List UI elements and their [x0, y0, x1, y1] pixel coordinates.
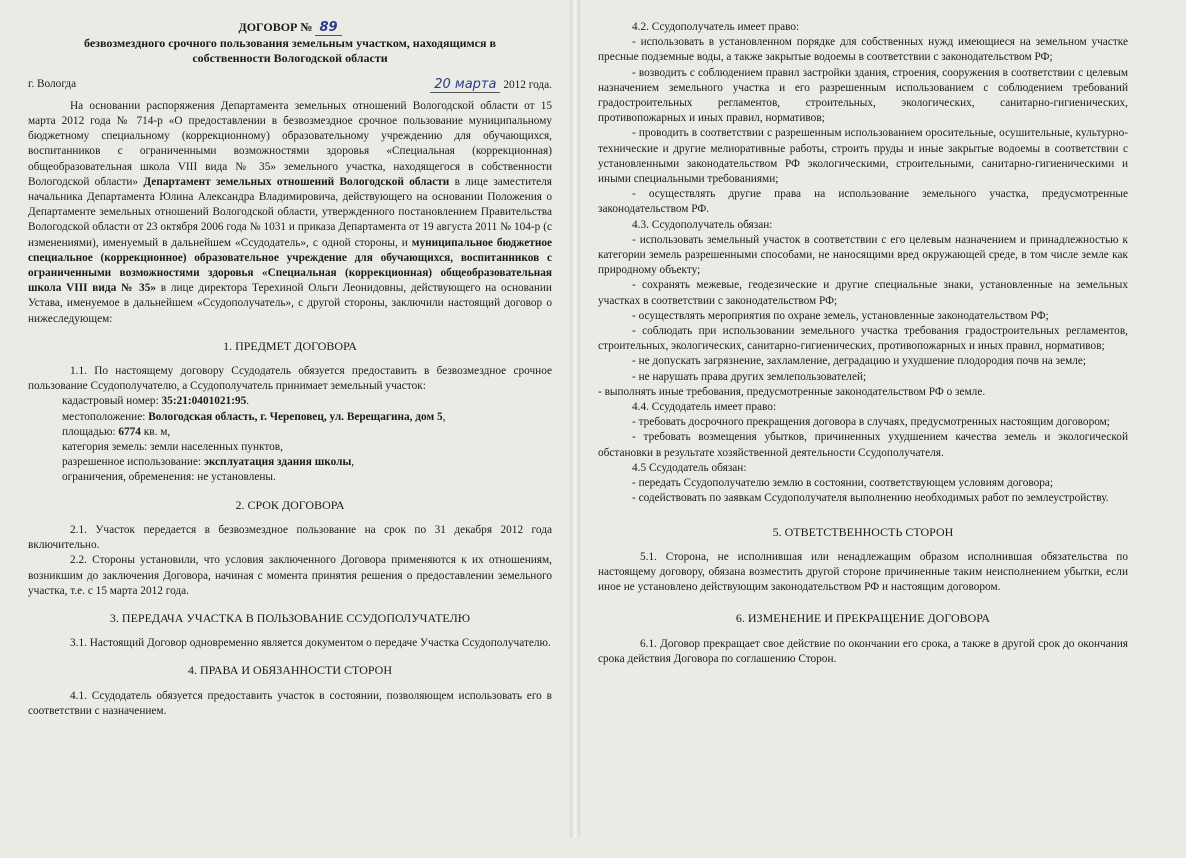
- clause-4-2-item: - использовать в установленном порядке для собственных нужд имеющиеся на земельном участке пресные подземные воды, а также закрытые водоемы в соответствии с законодательством РФ;: [598, 36, 1128, 64]
- handwritten-contract-number: 89: [315, 20, 341, 36]
- clause-4-3-item: - соблюдать при использовании земельного участка требования градостроительных регламентов, строительных, экологических, санитарно-гигиенических, противопожарных и иных правил, нормативов;: [598, 325, 1128, 353]
- clause-2-1: 2.1. Участок передается в безвозмездное пользование на срок по 31 декабря 2012 года включительно.: [28, 523, 552, 552]
- section-2-title: 2. СРОК ДОГОВОРА: [235, 497, 345, 512]
- clause-5-1: 5.1. Сторона, не исполнившая или ненадлежащим образом исполнившая обязательства по настоящему договору, обязана возместить другой стороне причиненные таким неисполнением убытки, если иное не установлено действующим законодательством РФ и настоящим договором.: [598, 550, 1128, 594]
- field-area: площадью: 6774 кв. м,: [62, 425, 171, 438]
- preamble: На основании распоряжения Департамента земельных отношений Вологодской области от 15 марта 2012 года № 714-р «О предоставлении в безвозмездное срочное пользование муниципальному бюджетному специальному (коррекционному) образовательному учреждению для обучающихся, воспитанников с ограниченными возможностями здоровья «Специальная (коррекционная) общеобразовательная школа VIII вида № 35» земельного участка, находящегося в собственности Вологодской области» Департамент земельных отношений Вологодской области в лице заместителя начальника Департамента Юлина Александра Владимировича, действующего на основании Положения о Департаменте земельных отношений Вологодской области, утвержденного постановлением Правительства Вологодской области от 23 октября 2006 года № 1031 и приказа Департамента от 19 августа 2011 № 104-р (с изменениями), именуемый в дальнейшем «Ссудодатель», с одной стороны, и муниципальное бюджетное специальное (коррекционное) образовательное учреждение для обучающихся, воспитанников с ограниченными возможностями здоровья «Специальная (коррекционная) общеобразовательная школа VIII вида № 35» в лице директора Терехиной Ольги Леонидовны, действующего на основании Устава, именуемое в дальнейшем «Ссудополучатель», с другой стороны, заключили настоящий договор о нижеследующем:: [28, 99, 552, 325]
- clause-4-1: 4.1. Ссудодатель обязуется предоставить участок в состоянии, позволяющем использовать его в соответствии с назначением.: [28, 689, 552, 717]
- clause-4-5-item: - передать Ссудополучателю землю в состоянии, соответствующем условиям договора;: [632, 477, 1054, 490]
- section-1-title: 1. ПРЕДМЕТ ДОГОВОРА: [223, 338, 357, 353]
- clause-1-1: 1.1. По настоящему договору Ссудодатель обязуется предоставить в безвозмездное срочное пользование Ссудополучателю, а Ссудополучатель принимает земельный участок:: [28, 365, 552, 393]
- field-permitted-use: разрешенное использование: эксплуатация здания школы,: [62, 456, 355, 469]
- right-page: [598, 0, 1128, 858]
- clause-4-5-head: 4.5 Ссудодатель обязан:: [632, 461, 747, 474]
- section-6-title: 6. ИЗМЕНЕНИЕ И ПРЕКРАЩЕНИЕ ДОГОВОРА: [735, 611, 991, 626]
- clause-2-2: 2.2. Стороны установили, что условия заключенного Договора применяются к их отношениям, возникшим до заключения Договора, начиная с момента принятия решения о предоставлении земельного участка, т.е. с 15 марта 2012 года.: [28, 554, 552, 597]
- clause-4-5-item: - содействовать по заявкам Ссудополучателя выполнению необходимых работ по землеустройству.: [632, 492, 1109, 505]
- title-prefix: ДОГОВОР №: [238, 20, 313, 34]
- section-3-title: 3. ПЕРЕДАЧА УЧАСТКА В ПОЛЬЗОВАНИЕ ССУДОПОЛУЧАТЕЛЮ: [109, 610, 471, 625]
- left-page: [28, 0, 552, 858]
- handwritten-date: 20 марта: [430, 77, 500, 93]
- clause-4-4-item: - требовать возмещения убытков, причиненных ухудшением качества земель и экологической обстановки в результате хозяйственной деятельности Ссудополучателя.: [598, 431, 1128, 459]
- clause-4-4-head: 4.4. Ссудодатель имеет право:: [632, 401, 777, 414]
- land-plot-fields: [28, 394, 552, 485]
- clause-4-2-item: - возводить с соблюдением правил застройки здания, строения, сооружения в соответствии с целевым назначением земельного участка и его разрешенным использованием с соблюдением требований градостроительных регламентов, строительных, экологических, санитарно-гигиенических, противопожарных и иных правил, нормативов;: [598, 66, 1128, 125]
- field-restrictions: ограничения, обременения: не установлены.: [62, 471, 276, 484]
- clause-4-4-item: - требовать досрочного прекращения договора в случаях, предусмотренных настоящим договором;: [632, 416, 1110, 429]
- field-land-category: категория земель: земли населенных пунктов,: [62, 441, 283, 454]
- page-fold: [570, 0, 580, 838]
- document-title: [28, 20, 552, 36]
- clause-6-1: 6.1. Договор прекращает свое действие по окончании его срока, а также в другой срок до окончания срока действия Договора по соглашению Сторон.: [598, 637, 1128, 665]
- clause-3-1: 3.1. Настоящий Договор одновременно является документом о передаче Участка Ссудополучателю.: [70, 637, 551, 650]
- clause-4-3-item: - не нарушать права других землепользователей;: [632, 370, 867, 383]
- contract-date: [430, 77, 552, 93]
- section-4-title: 4. ПРАВА И ОБЯЗАННОСТИ СТОРОН: [187, 663, 393, 678]
- clause-4-3-item: - сохранять межевые, геодезические и другие специальные знаки, установленные на земельных участках в соответствии с законодательством РФ;: [598, 279, 1128, 307]
- section-5-title: 5. ОТВЕТСТВЕННОСТЬ СТОРОН: [772, 524, 954, 539]
- document-subtitle: безвозмездного срочного пользования земельным участком, находящимся в собственности Вологодской области: [84, 36, 496, 66]
- clause-4-2-head: 4.2. Ссудополучатель имеет право:: [632, 21, 800, 33]
- clause-4-3-item: - не допускать загрязнение, захламление, деградацию и ухудшение плодородия почв на земле;: [632, 355, 1087, 368]
- clause-4-3-head: 4.3. Ссудополучатель обязан:: [632, 218, 773, 231]
- clause-4-3-item: - использовать земельный участок в соответствии с его целевым назначением и принадлежностью к категории земель разрешенными способами, не наносящими вред окружающей среде, в том числе земле как природному объекту;: [598, 233, 1128, 277]
- field-location: местоположение: Вологодская область, г. Череповец, ул. Верещагина, дом 5,: [62, 410, 446, 423]
- clause-4-3-item: - осуществлять мероприятия по охране земель, установленные законодательством РФ;: [632, 309, 1049, 322]
- clause-4-2-item: - проводить в соответствии с разрешенным использованием оросительные, осушительные, культурно-технические и другие мелиоративные работы, строить пруды и иные закрытые водоемы в соответствии с установленными законодательством РФ экологическими, строительными, санитарно-гигиеническими и иными специальными требованиями;: [598, 127, 1128, 186]
- city: г. Вологда: [28, 77, 77, 90]
- clause-4-2-item: - осуществлять другие права на использование земельного участка, предусмотренные законодательством РФ.: [598, 188, 1128, 216]
- date-year: 2012 года.: [503, 78, 552, 91]
- field-cadastral-number: кадастровый номер: 35:21:0401021:95.: [62, 395, 250, 408]
- place-date-row: [28, 77, 552, 93]
- clause-4-3-last: - выполнять иные требования, предусмотренные законодательством РФ о земле.: [598, 385, 986, 398]
